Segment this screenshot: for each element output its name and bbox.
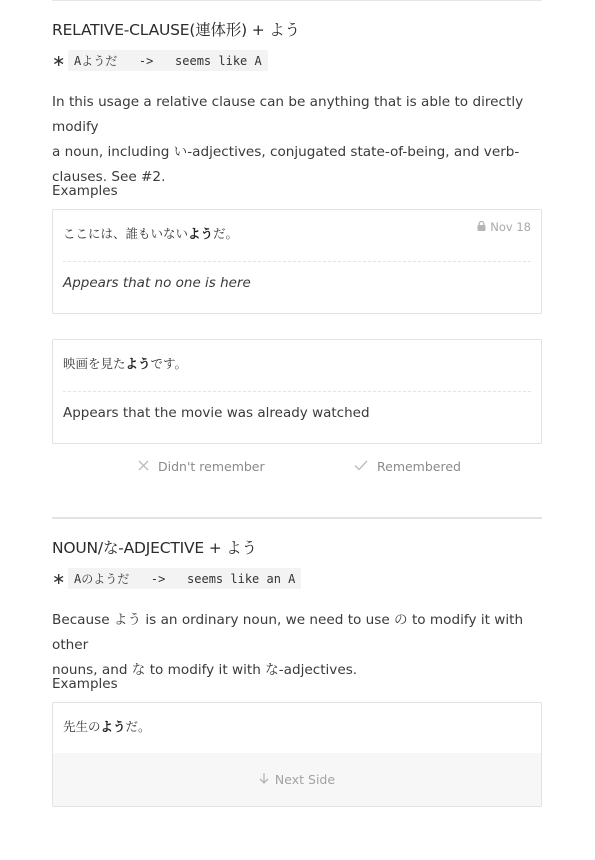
example-card[interactable] [52, 339, 542, 444]
section-divider [52, 517, 542, 519]
next-side-button[interactable] [53, 753, 541, 806]
examples-label: Examples [52, 183, 118, 199]
section-paragraph [52, 608, 547, 683]
example-card[interactable] [52, 702, 542, 807]
card-divider [63, 261, 531, 262]
formula-symbol: ∗ [52, 50, 66, 70]
paragraph-line: Because よう is an ordinary noun, we need to use の to modify it with other [52, 612, 524, 653]
jp-text: 映画を見た [63, 356, 126, 371]
jp-text: ここには、誰もいない [63, 226, 189, 241]
jp-text: だ。 [125, 719, 151, 734]
formula [52, 50, 268, 70]
next-side-label: Next Side [274, 772, 336, 787]
formula-code: Aようだ -> seems like A [68, 50, 268, 71]
paragraph-line: a noun, including い-adjectives, conjugated state-of-being, and verb- [52, 144, 520, 160]
section-heading: RELATIVE-CLAUSE(連体形) + よう [52, 21, 300, 39]
paragraph-line: clauses. See #2. [52, 169, 166, 185]
jp-text: 先生の [63, 719, 101, 734]
section-heading: NOUN/な-ADJECTIVE + よう [52, 539, 257, 557]
jp-highlight: よう [125, 356, 151, 371]
remembered-button[interactable] [354, 459, 461, 474]
example-japanese [63, 717, 151, 735]
section-paragraph [52, 90, 547, 190]
jp-text: です。 [150, 356, 188, 371]
arrow-down-icon [259, 772, 269, 787]
review-buttons [52, 459, 542, 477]
card-date [477, 220, 531, 234]
date-text: Nov 18 [490, 220, 531, 234]
remembered-label: Remembered [377, 459, 461, 474]
example-translation: Appears that no one is here [63, 275, 251, 291]
paragraph-line: In this usage a relative clause can be anything that is able to directly modify [52, 94, 524, 135]
formula [52, 568, 301, 588]
jp-highlight: よう [100, 719, 126, 734]
formula-code: Aのようだ -> seems like an A [68, 568, 301, 589]
check-icon [354, 459, 368, 474]
examples-label: Examples [52, 676, 118, 692]
close-icon [138, 459, 149, 474]
jp-text: だ。 [213, 226, 239, 241]
paragraph-line: nouns, and な to modify it with な-adjectives. [52, 662, 358, 678]
didnt-remember-button[interactable] [138, 459, 265, 474]
example-card[interactable] [52, 209, 542, 314]
didnt-remember-label: Didn't remember [158, 459, 265, 474]
formula-symbol: ∗ [52, 568, 66, 588]
jp-highlight: よう [188, 226, 214, 241]
lock-icon [477, 220, 486, 234]
top-divider [52, 0, 542, 1]
example-translation: Appears that the movie was already watched [63, 405, 370, 421]
card-divider [63, 391, 531, 392]
example-japanese [63, 224, 238, 242]
example-japanese [63, 354, 187, 372]
